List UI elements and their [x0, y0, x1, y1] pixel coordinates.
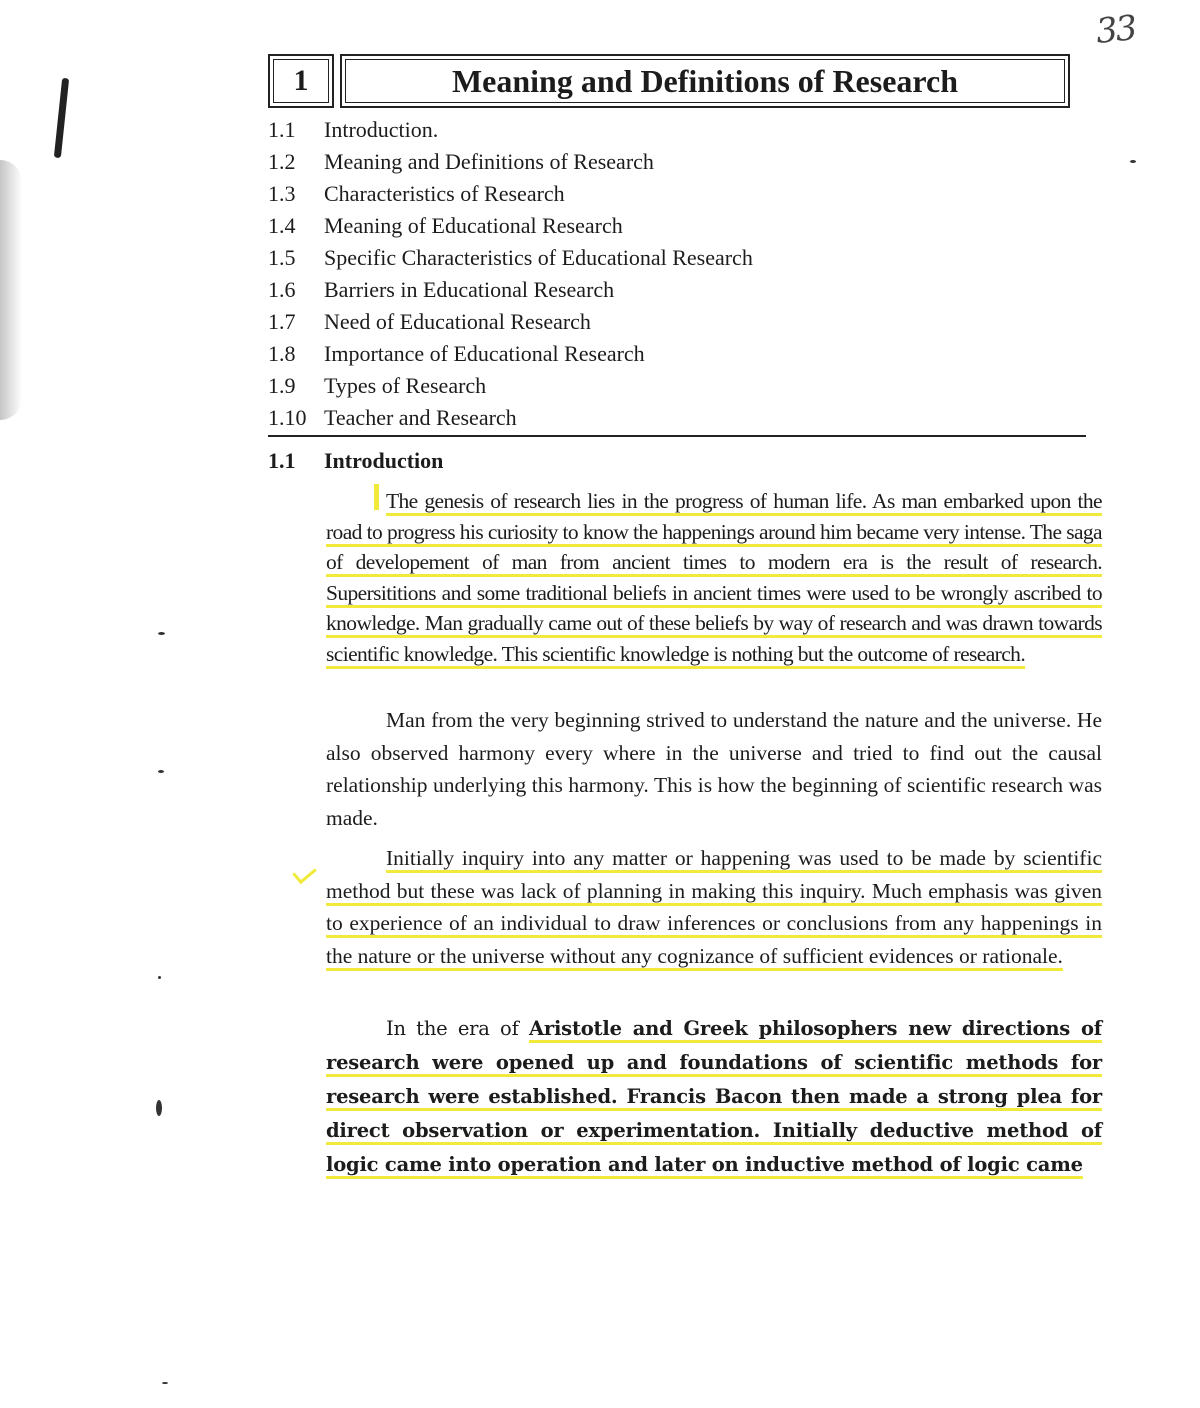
toc-item-number: 1.9: [268, 373, 296, 398]
scan-speck: [158, 632, 165, 635]
chapter-number: 1: [268, 54, 334, 108]
toc-item: [268, 114, 1088, 146]
paragraph-4-lead: In the era of: [386, 1017, 519, 1040]
page-number: 33: [1094, 8, 1138, 52]
toc-item: [268, 210, 1088, 242]
paragraph-2-text: Man from the very beginning strived to understand the nature and the universe. He also observed harmony every where in the universe and tried to find out the causal relationship underlying this harmony. This is how the beginning of scientific research was made.: [326, 708, 1102, 830]
scan-speck: [162, 1382, 168, 1384]
toc-item-title: Need of Educational Research: [324, 309, 591, 334]
scan-speck: [1130, 160, 1136, 163]
toc-item: [268, 178, 1088, 210]
toc-item-title: Importance of Educational Research: [324, 341, 645, 366]
toc-item-title: Characteristics of Research: [324, 181, 565, 206]
toc-item-number: 1.8: [268, 341, 296, 366]
toc-item-number: 1.7: [268, 309, 296, 334]
toc-item-number: 1.1: [268, 117, 296, 142]
section-heading: [268, 448, 443, 474]
toc-item-title: Introduction.: [324, 117, 439, 142]
paragraph-3-text: Initially inquiry into any matter or happening was used to be made by scientific method but these was lack of planning in making this inquiry. Much emphasis was given to experience of an individual to draw inferences or conclusions from any happenings in the nature or the universe without any cognizance of sufficient evidences or rationale.: [326, 846, 1102, 968]
toc-item-number: 1.6: [268, 277, 296, 302]
toc-item-title: Teacher and Research: [324, 405, 517, 430]
toc-item-title: Meaning of Educational Research: [324, 213, 623, 238]
toc-item-number: 1.2: [268, 149, 296, 174]
toc-item: [268, 146, 1088, 178]
section-title: Introduction: [324, 448, 444, 473]
toc-item: [268, 402, 1088, 434]
paragraph-1-text: The genesis of research lies in the progress of human life. As man embarked upon the road to progress his curiosity to know the happenings around him became very intense. The saga of developement of man from ancient times to modern era is the result of research. Supersititions and some traditional beliefs in ancient times were used to be wrongly ascribed to knowledge. Man gradually came out of these beliefs by way of research and was drawn towards scientific knowledge. This scientific knowledge is nothing but the outcome of research.: [326, 489, 1102, 666]
paragraph-4: [326, 1012, 1102, 1182]
toc-item-title: Barriers in Educational Research: [324, 277, 615, 302]
chapter-header: [268, 54, 1070, 110]
highlighter-tick: [292, 861, 316, 884]
toc-item: [268, 274, 1088, 306]
toc-item: [268, 306, 1088, 338]
toc-divider: [268, 435, 1086, 437]
paragraph-4-bold-text: Aristotle and Greek philosophers new directions of research were opened up and foundations of scientific methods for research were established. Francis Bacon then made a strong plea for direct observation or experimentation. Initially deductive method of logic came into operation and later on inductive method of logic came: [326, 1017, 1102, 1176]
toc-item-number: 1.10: [268, 405, 307, 430]
scan-speck: [158, 976, 161, 979]
scan-shadow: [0, 160, 22, 420]
toc-item: [268, 370, 1088, 402]
binding-mark: [54, 78, 69, 158]
chapter-title: Meaning and Definitions of Research: [340, 54, 1070, 108]
toc-item-number: 1.4: [268, 213, 296, 238]
toc-item: [268, 338, 1088, 370]
toc-item-title: Types of Research: [324, 373, 487, 398]
paragraph-1: [326, 486, 1102, 669]
table-of-contents: [268, 114, 1088, 434]
section-number: 1.1: [268, 448, 296, 473]
scan-speck: [156, 1100, 162, 1116]
toc-item-title: Specific Characteristics of Educational Research: [324, 245, 753, 270]
scan-speck: [158, 770, 164, 773]
toc-item: [268, 242, 1088, 274]
toc-item-title: Meaning and Definitions of Research: [324, 149, 654, 174]
toc-item-number: 1.3: [268, 181, 296, 206]
paragraph-2: [326, 704, 1102, 834]
toc-item-number: 1.5: [268, 245, 296, 270]
paragraph-3: [326, 842, 1102, 972]
